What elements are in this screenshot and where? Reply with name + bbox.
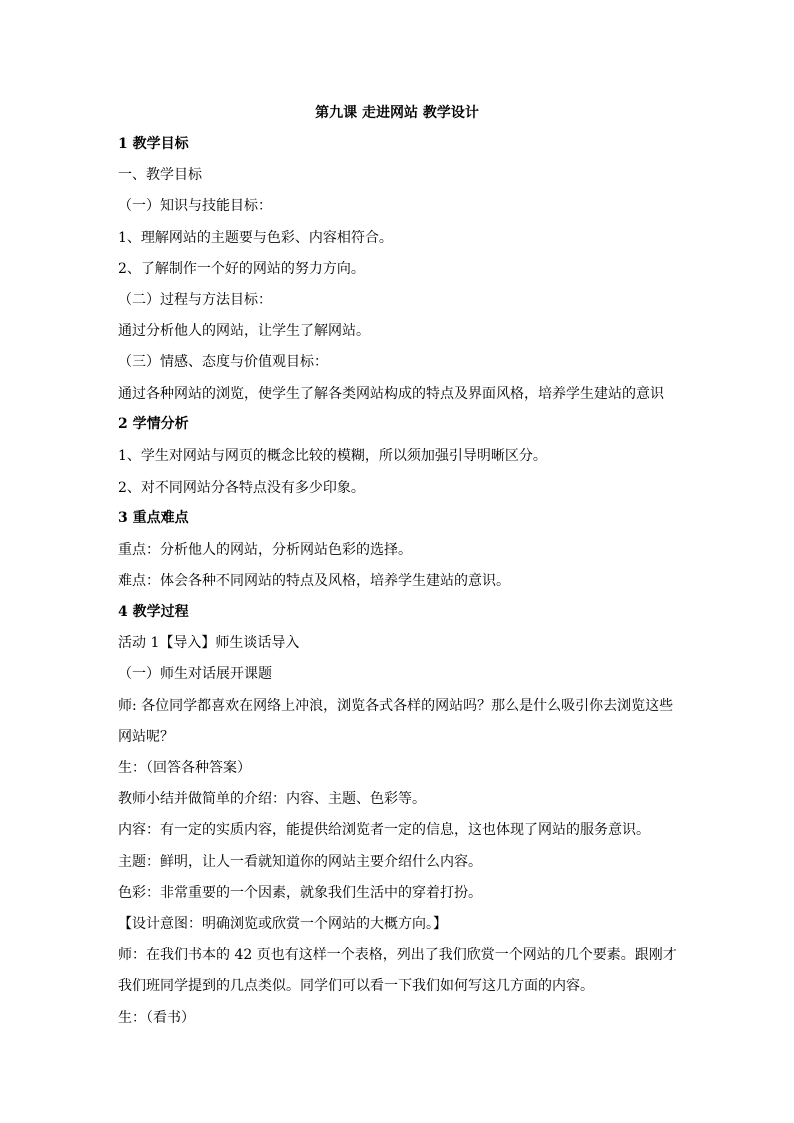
- document-title: 第九课 走进网站 教学设计: [315, 105, 479, 121]
- text-line: 2、了解制作一个好的网站的努力方向。: [118, 261, 365, 277]
- section-heading-analysis: 2 学情分析: [118, 416, 189, 432]
- text-line: 1、理解网站的主题要与色彩、内容相符合。: [118, 230, 393, 246]
- text-line: 师：在我们书本的 42 页也有这样一个表格，列出了我们欣赏一个网站的几个要素。跟刚才: [118, 947, 677, 963]
- text-line: 2、对不同网站分各特点没有多少印象。: [118, 480, 365, 496]
- text-line: 网站呢？: [118, 729, 174, 745]
- text-line: 师: 各位同学都喜欢在网络上冲浪，浏览各式各样的网站吗？那么是什么吸引你去浏览这些: [118, 698, 674, 714]
- text-line: 通过各种网站的浏览，使学生了解各类网站构成的特点及界面风格，培养学生建站的意识: [118, 386, 664, 402]
- text-line: 通过分析他人的网站，让学生了解网站。: [118, 323, 370, 339]
- text-line: 主题：鲜明，让人一看就知道你的网站主要介绍什么内容。: [118, 854, 482, 870]
- text-line: 重点：分析他人的网站，分析网站色彩的选择。: [118, 542, 412, 558]
- text-line: （一）师生对话展开课题: [118, 666, 272, 682]
- text-line: 活动 1【导入】师生谈话导入: [118, 635, 300, 651]
- text-line: （一）知识与技能目标：: [118, 198, 272, 214]
- text-line: （二）过程与方法目标：: [118, 292, 272, 308]
- text-line: 1、学生对网站与网页的概念比较的模糊，所以须加强引导明晰区分。: [118, 448, 547, 464]
- text-line: 内容：有一定的实质内容，能提供给浏览者一定的信息，这也体现了网站的服务意识。: [118, 822, 650, 838]
- text-line: 色彩：非常重要的一个因素，就象我们生活中的穿着打扮。: [118, 885, 482, 901]
- text-line: 教师小结并做简单的介绍：内容、主题、色彩等。: [118, 791, 426, 807]
- text-line: 【设计意图：明确浏览或欣赏一个网站的大概方向。】: [118, 916, 447, 932]
- text-line: 一、教学目标: [118, 167, 202, 183]
- section-heading-key-points: 3 重点难点: [118, 510, 189, 526]
- section-heading-objectives: 1 教学目标: [118, 136, 189, 152]
- text-line: （三）情感、态度与价值观目标：: [118, 354, 328, 370]
- section-heading-process: 4 教学过程: [118, 604, 189, 620]
- text-line: 我们班同学提到的几点类似。同学们可以看一下我们如何写这几方面的内容。: [118, 978, 594, 994]
- text-line: 生：（看书）: [118, 1010, 195, 1026]
- text-line: 生：（回答各种答案）: [118, 760, 251, 776]
- text-line: 难点：体会各种不同网站的特点及风格，培养学生建站的意识。: [118, 573, 510, 589]
